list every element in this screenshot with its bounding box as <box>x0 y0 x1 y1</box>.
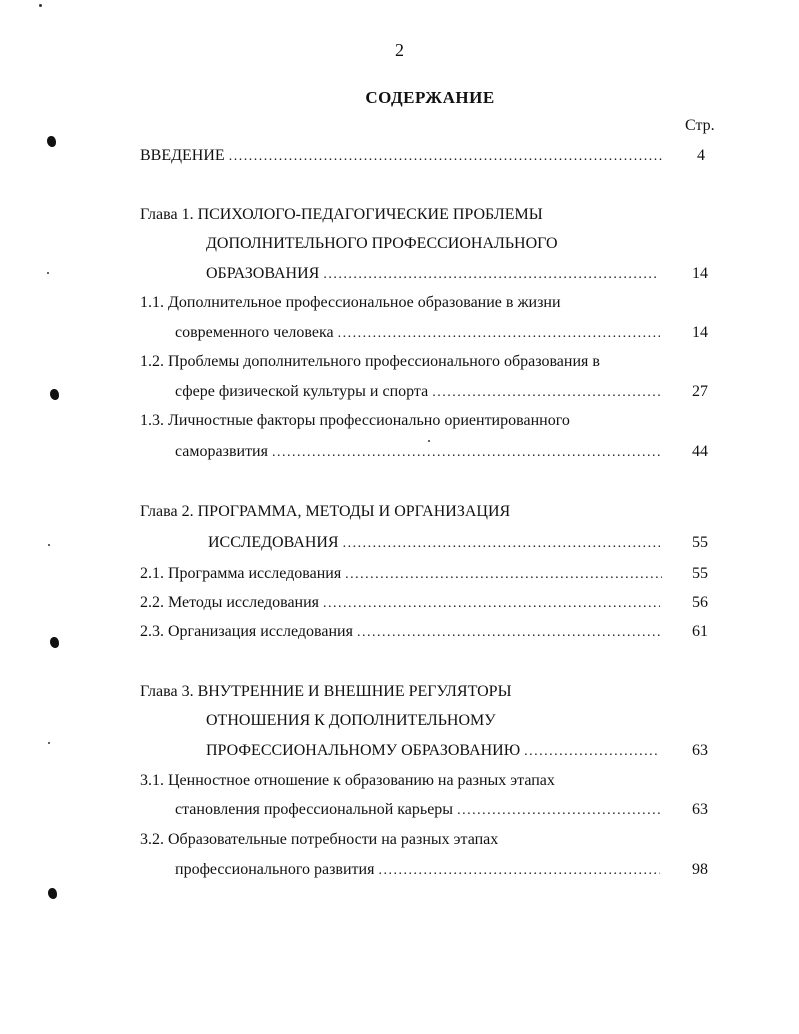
toc-entry-page: 4 <box>697 147 705 164</box>
toc-chapter-1-line-2: ДОПОЛНИТЕЛЬНОГО ПРОФЕССИОНАЛЬНОГО <box>206 235 558 252</box>
toc-section-1-2-line-2 <box>175 382 660 403</box>
dot-leader <box>272 443 662 463</box>
toc-section-2-2 <box>140 593 660 614</box>
toc-entry-label: ВВЕДЕНИЕ <box>140 147 225 164</box>
dot-leader <box>229 147 662 167</box>
toc-entry-intro <box>140 146 662 167</box>
toc-section-1-3-line-2 <box>175 442 662 463</box>
scan-speck <box>48 742 50 744</box>
toc-entry-label: 2.1. Программа исследования <box>140 565 342 582</box>
toc-entry-label: саморазвития <box>175 443 268 460</box>
page-number: 2 <box>395 40 404 60</box>
toc-entry-page: 55 <box>692 565 708 582</box>
toc-entry-label: 2.3. Организация исследования <box>140 623 353 640</box>
dot-leader <box>432 383 660 403</box>
toc-entry-page: 27 <box>692 383 708 400</box>
toc-entry-page: 14 <box>692 265 708 282</box>
toc-section-1-1-line-1: 1.1. Дополнительное профессиональное образование в жизни <box>140 294 561 311</box>
toc-entry-page: 56 <box>692 594 708 611</box>
toc-section-1-1-line-2 <box>175 323 660 344</box>
toc-entry-label: современного человека <box>175 324 334 341</box>
dot-leader <box>338 324 660 344</box>
toc-entry-page: 55 <box>692 534 708 551</box>
toc-entry-label: ИССЛЕДОВАНИЯ <box>208 534 339 551</box>
toc-entry-label: становления профессиональной карьеры <box>175 801 454 818</box>
dot-leader <box>323 265 658 285</box>
dot-leader <box>378 861 660 881</box>
toc-entry-page: 63 <box>692 801 708 818</box>
toc-chapter-1-line-3 <box>206 264 658 285</box>
toc-entry-label: 2.2. Методы исследования <box>140 594 320 611</box>
toc-section-1-3-line-1: 1.3. Личностные факторы профессионально ориентированного <box>140 412 570 429</box>
toc-section-2-1 <box>140 564 662 585</box>
page-column-header: Стр. <box>685 117 715 134</box>
toc-entry-label: профессионального развития <box>175 861 375 878</box>
dot-leader <box>343 534 660 554</box>
dot-leader <box>345 565 662 585</box>
toc-section-3-1-line-2 <box>175 800 662 821</box>
toc-section-3-1-line-1: 3.1. Ценностное отношение к образованию на разных этапах <box>140 772 555 789</box>
toc-entry-label: ПРОФЕССИОНАЛЬНОМУ ОБРАЗОВАНИЮ <box>206 742 521 759</box>
toc-chapter-3-line-1: Глава 3. ВНУТРЕННИЕ И ВНЕШНИЕ РЕГУЛЯТОРЫ <box>140 683 512 700</box>
toc-entry-label: сфере физической культуры и спорта <box>175 383 429 400</box>
toc-entry-page: 14 <box>692 324 708 341</box>
dot-leader <box>524 742 658 762</box>
toc-entry-page: 44 <box>692 443 708 460</box>
toc-entry-label: ОБРАЗОВАНИЯ <box>206 265 320 282</box>
scan-mark <box>50 637 59 648</box>
toc-section-2-3 <box>140 622 660 643</box>
scan-speck <box>39 4 42 7</box>
toc-chapter-1-line-1: Глава 1. ПСИХОЛОГО-ПЕДАГОГИЧЕСКИЕ ПРОБЛЕМЫ <box>140 206 543 223</box>
dot-leader <box>323 594 660 614</box>
toc-section-3-2-line-1: 3.2. Образовательные потребности на разных этапах <box>140 831 499 848</box>
toc-entry-page: 61 <box>692 623 708 640</box>
toc-entry-page: 63 <box>692 742 708 759</box>
scan-speck <box>47 272 49 274</box>
page-title: СОДЕРЖАНИЕ <box>365 88 495 107</box>
toc-section-3-2-line-2 <box>175 860 660 881</box>
scan-mark <box>50 389 59 400</box>
toc-section-1-2-line-1: 1.2. Проблемы дополнительного профессионального образования в <box>140 353 600 370</box>
scan-speck <box>48 544 50 546</box>
toc-chapter-2-line-1: Глава 2. ПРОГРАММА, МЕТОДЫ И ОРГАНИЗАЦИЯ <box>140 503 511 520</box>
dot-leader <box>457 801 662 821</box>
scan-mark <box>48 888 57 899</box>
toc-entry-page: 98 <box>692 861 708 878</box>
toc-chapter-3-line-2: ОТНОШЕНИЯ К ДОПОЛНИТЕЛЬНОМУ <box>206 712 496 729</box>
dot-leader <box>357 623 660 643</box>
scan-mark <box>47 136 56 147</box>
toc-chapter-3-line-3 <box>206 741 658 762</box>
toc-chapter-2-line-2 <box>208 533 660 554</box>
